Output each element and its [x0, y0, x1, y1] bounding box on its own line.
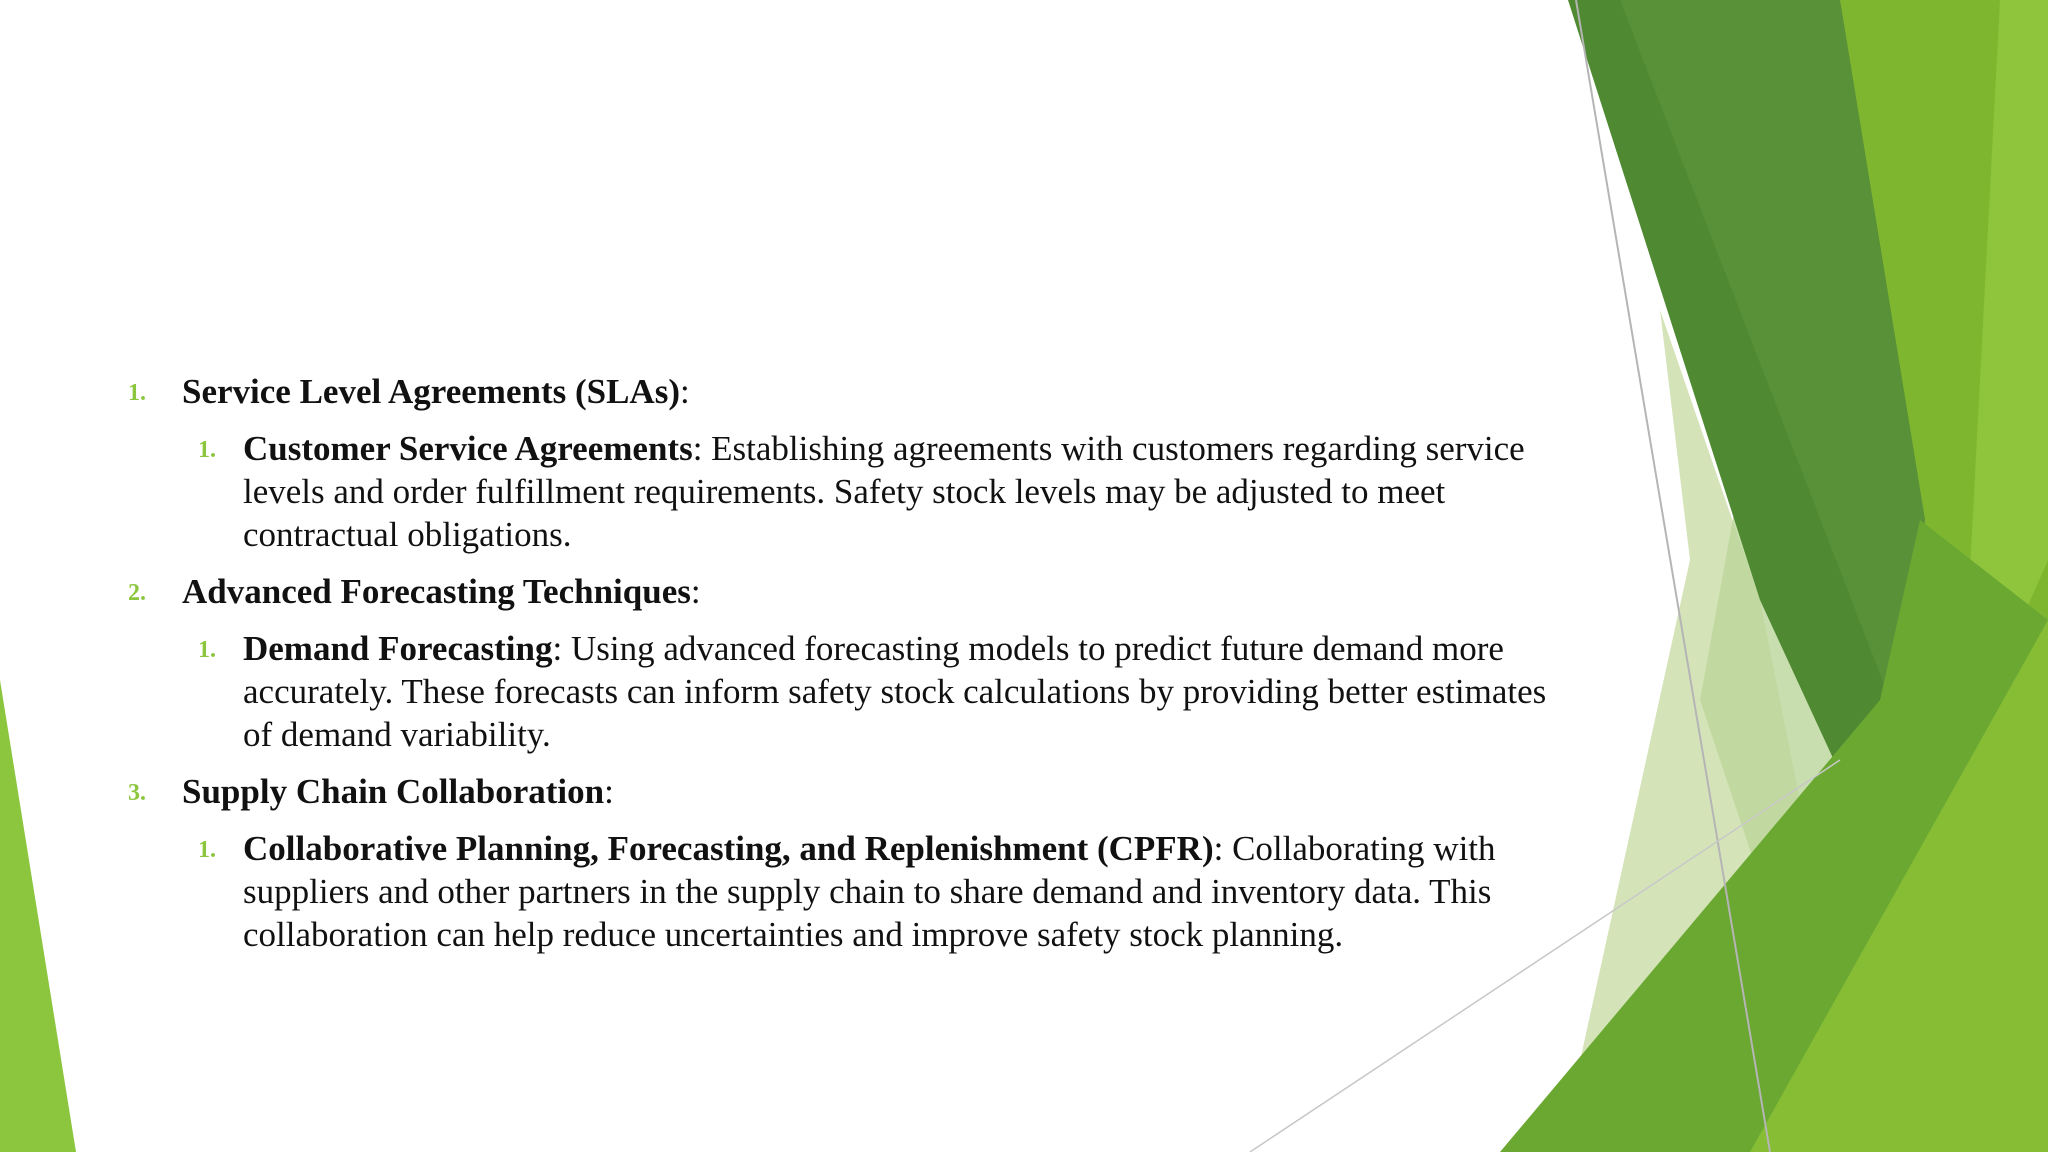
sub-item-number: 1.: [198, 437, 216, 463]
outline-item: [128, 770, 1558, 956]
item-number: 3.: [128, 780, 146, 806]
item-title: Service Level Agreements (SLAs): [182, 372, 680, 411]
item-suffix: :: [604, 772, 614, 811]
sub-item: [198, 427, 1558, 556]
sub-item-title: Demand Forecasting: [243, 629, 553, 668]
sub-item-text: : Collaborating with suppliers and other partners in the supply chain to share demand and inventory data. This collaboration can help reduce uncertainties and improve safety stock planning.: [243, 829, 1496, 954]
sub-item-text: : Establishing agreements with customers regarding service levels and order fulfillment requirements. Safety stock levels may be adjusted to meet contractual obligations.: [243, 429, 1525, 554]
outline-list: [128, 370, 1558, 956]
item-number: 2.: [128, 580, 146, 606]
sub-item-number: 1.: [198, 637, 216, 663]
sub-item-title: Collaborative Planning, Forecasting, and Replenishment (CPFR): [243, 829, 1214, 868]
sub-item-title: Customer Service Agreements: [243, 429, 693, 468]
item-suffix: :: [690, 572, 701, 611]
outline-item: [128, 570, 1558, 756]
sub-item-text: : Using advanced forecasting models to predict future demand more accurately. These forecasts can inform safety stock calculations by providing better estimates of demand variability.: [243, 629, 1547, 754]
item-title: Advanced Forecasting Techniques: [182, 572, 691, 611]
sub-item-number: 1.: [198, 837, 216, 863]
sub-item: [198, 827, 1558, 956]
outline-item: [128, 370, 1558, 556]
item-number: 1.: [128, 380, 146, 406]
sub-item: [198, 627, 1558, 756]
left-green-sliver: [0, 680, 76, 1152]
item-suffix: :: [679, 372, 690, 411]
item-title: Supply Chain Collaboration: [182, 772, 605, 811]
